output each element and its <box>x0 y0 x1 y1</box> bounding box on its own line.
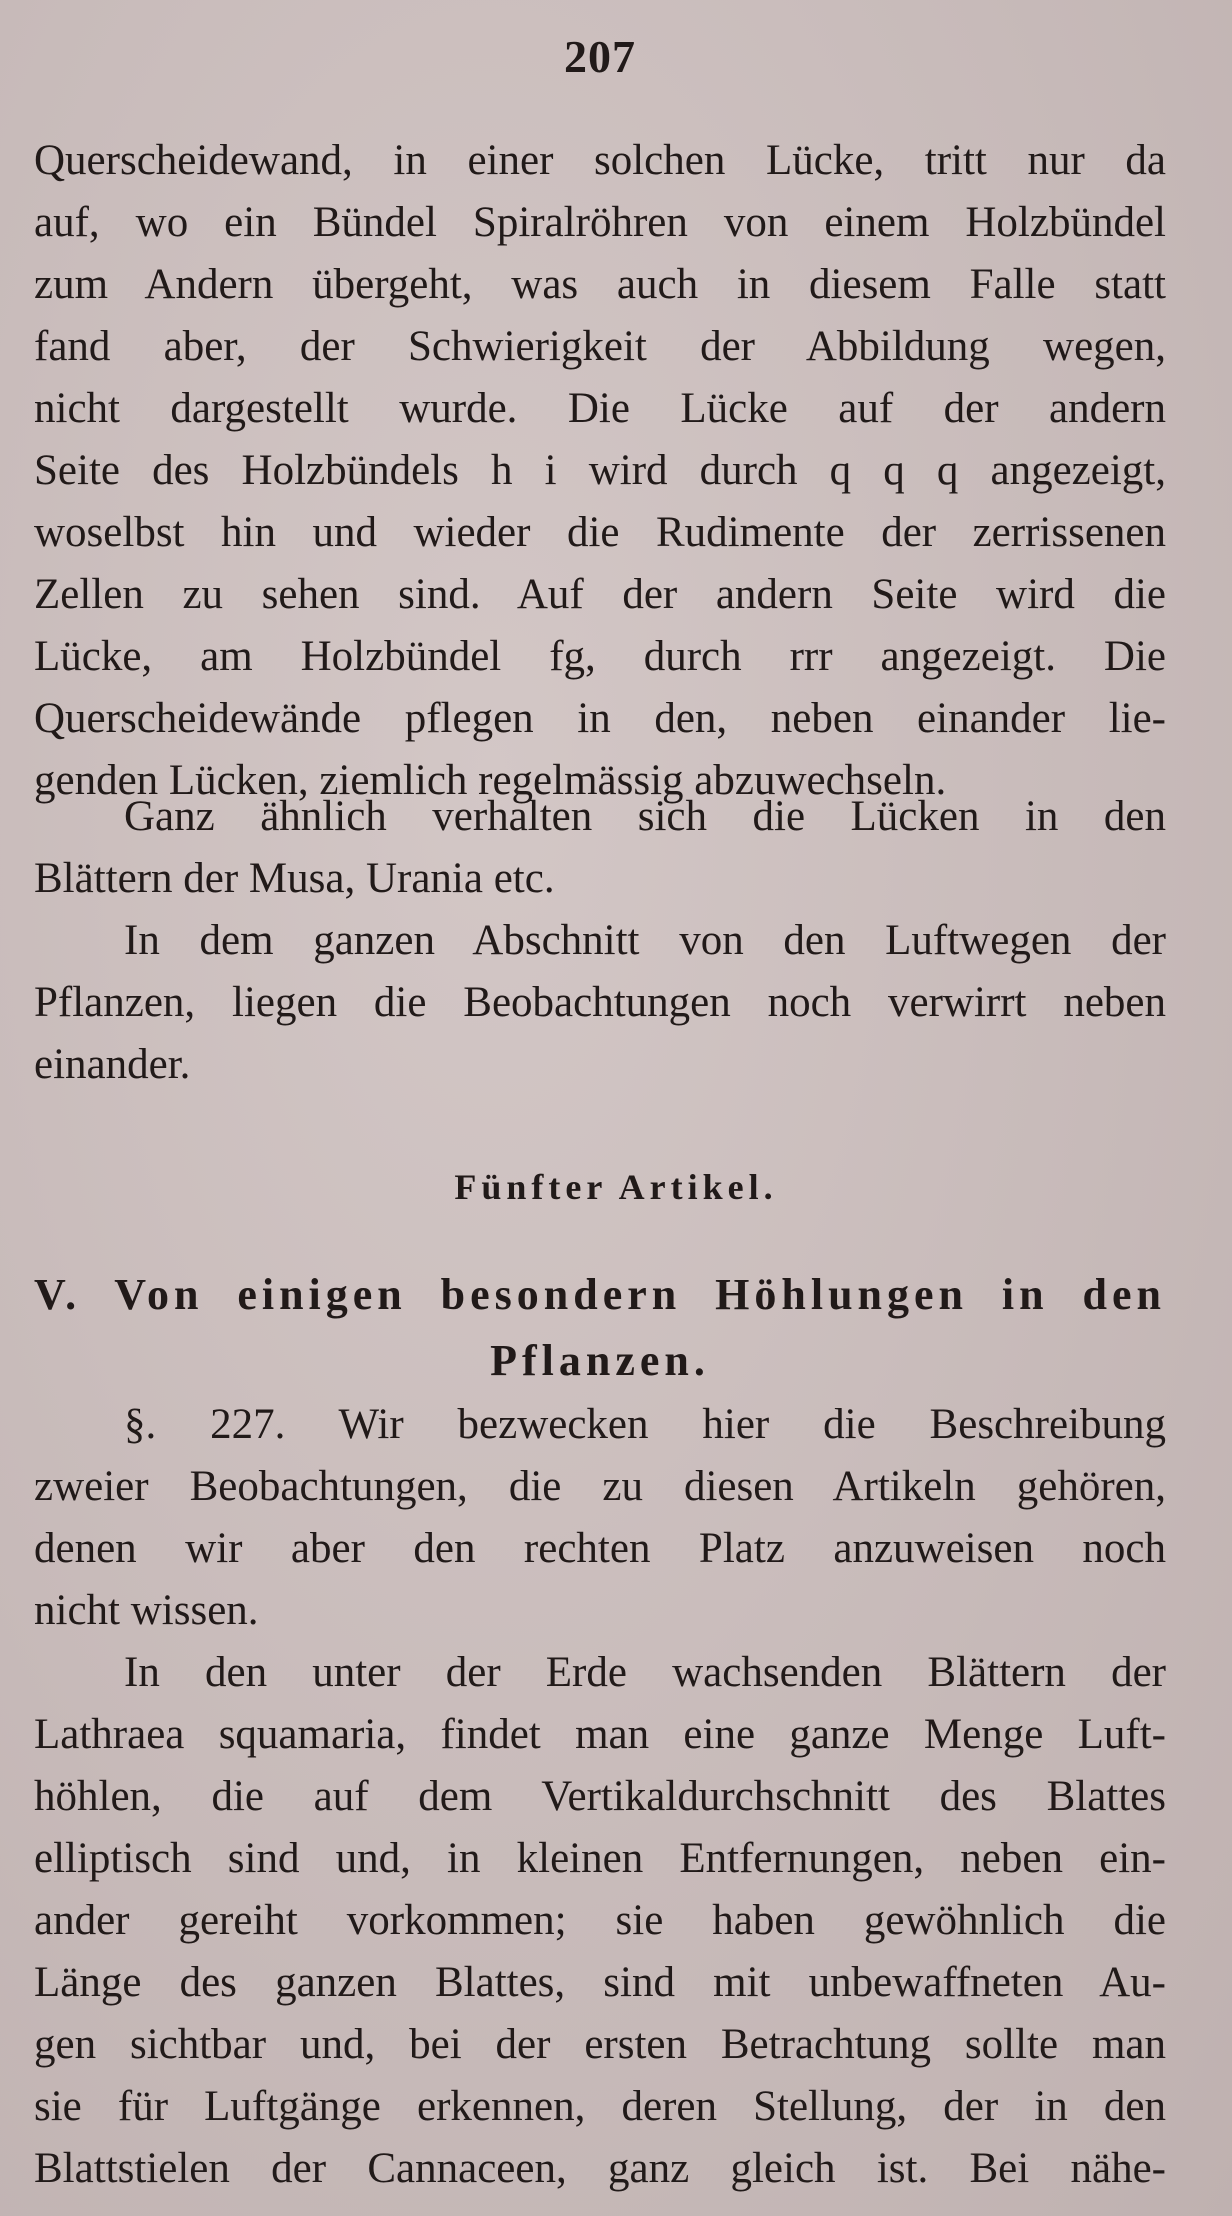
text-line: Zellen zu sehen sind. Auf der andern Seite wird die <box>34 571 1166 618</box>
text-line: Querscheidewände pflegen in den, neben einander lie- <box>34 695 1166 742</box>
text-line: Blättern der Musa, Urania etc. <box>34 855 555 902</box>
text-line: In den unter der Erde wachsenden Blättern der <box>124 1649 1166 1696</box>
text-line: Lücke, am Holzbündel fg, durch rrr angezeigt. Die <box>34 633 1166 680</box>
text-line: auf, wo ein Bündel Spiralröhren von einem Holzbündel <box>34 199 1166 246</box>
text-line: genden Lücken, ziemlich regelmässig abzuwechseln. <box>34 757 947 804</box>
text-line: In dem ganzen Abschnitt von den Luftwegen der <box>124 917 1166 964</box>
text-line: Lathraea squamaria, findet man eine ganze Menge Luft- <box>34 1711 1166 1758</box>
section-heading <box>34 1262 1166 1394</box>
page-number: 207 <box>564 31 636 82</box>
text-line: §. 227. Wir bezwecken hier die Beschreibung <box>124 1401 1166 1448</box>
text-line: Pflanzen, liegen die Beobachtungen noch verwirrt neben <box>34 979 1166 1026</box>
text-line: Ganz ähnlich verhalten sich die Lücken in den <box>124 793 1166 840</box>
text-line: fand aber, der Schwierigkeit der Abbildung wegen, <box>34 323 1166 370</box>
text-line: nicht dargestellt wurde. Die Lücke auf der andern <box>34 385 1166 432</box>
article-heading: Fünfter Artikel. <box>454 1167 778 1207</box>
text-line: Seite des Holzbündels h i wird durch q q q angezeigt, <box>34 447 1166 494</box>
section-heading-line: V. Von einigen besondern Höhlungen in den <box>34 1270 1166 1319</box>
text-line: Länge des ganzen Blattes, sind mit unbewaffneten Au- <box>34 1959 1166 2006</box>
text-line: denen wir aber den rechten Platz anzuweisen noch <box>34 1525 1166 1572</box>
text-line: woselbst hin und wieder die Rudimente der zerrissenen <box>34 509 1166 556</box>
text-line: zweier Beobachtungen, die zu diesen Artikeln gehören, <box>34 1463 1166 1510</box>
text-line: ander gereiht vorkommen; sie haben gewöhnlich die <box>34 1897 1166 1944</box>
text-line: höhlen, die auf dem Vertikaldurchschnitt des Blattes <box>34 1773 1166 1820</box>
text-line: elliptisch sind und, in kleinen Entfernungen, neben ein- <box>34 1835 1166 1882</box>
paragraph-lucken-description <box>34 130 1166 812</box>
text-line: zum Andern übergeht, was auch in diesem Falle statt <box>34 261 1166 308</box>
section-heading-line: Pflanzen. <box>490 1336 710 1385</box>
text-line: Querscheidewand, in einer solchen Lücke, tritt nur da <box>34 137 1166 184</box>
paragraphs-musa-and-luftwege <box>34 786 1166 1096</box>
text-line: einander. <box>34 1041 191 1088</box>
text-line: nicht wissen. <box>34 1587 259 1634</box>
paragraphs-section-227 <box>34 1394 1166 2200</box>
text-line: sie für Luftgänge erkennen, deren Stellung, der in den <box>34 2083 1166 2130</box>
text-line: gen sichtbar und, bei der ersten Betrachtung sollte man <box>34 2021 1166 2068</box>
text-line: Blattstielen der Cannaceen, ganz gleich ist. Bei nähe- <box>34 2145 1166 2192</box>
